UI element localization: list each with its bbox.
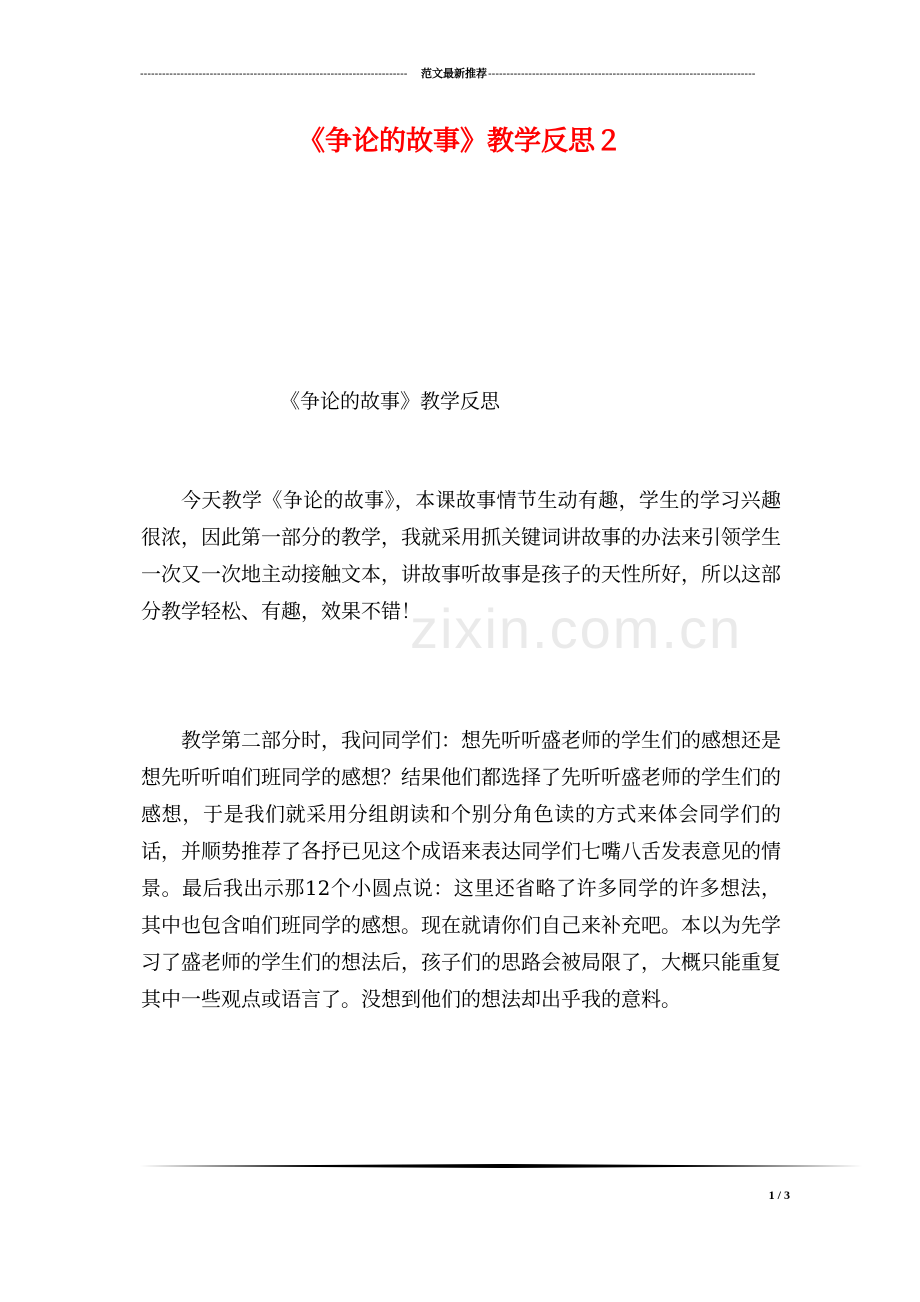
- header-dashes-right: -------------------------------------------------------------------------: [488, 68, 756, 80]
- document-subtitle: 《争论的故事》教学反思: [280, 389, 500, 413]
- watermark-text: zixin.com.cn: [410, 597, 743, 660]
- header-label: 范文最新推荐: [421, 68, 487, 80]
- header-dashes-left: -------------------------------------------------------------------------: [140, 68, 408, 80]
- footer-rule: [140, 1164, 862, 1168]
- header-line: [140, 66, 768, 82]
- page-number: 1 / 3: [768, 1188, 790, 1202]
- paragraph-1: 今天教学《争论的故事》，本课故事情节生动有趣，学生的学习兴趣很浓，因此第一部分的教学，我就采用抓关键词讲故事的办法来引领学生一次又一次地主动接触文本，讲故事听故事是孩子的天性所好，所以这部分教学轻松、有趣，效果不错！: [141, 488, 781, 623]
- paragraph-2: 教学第二部分时，我问同学们：想先听听盛老师的学生们的感想还是想先听听咱们班同学的感想？结果他们都选择了先听听盛老师的学生们的感想，于是我们就采用分组朗读和个别分角色读的方式来体会同学们的话，并顺势推荐了各抒已见这个成语来表达同学们七嘴八舌发表意见的情景。最后我出示那12个小圆点说：这里还省略了许多同学的许多想法，其中也包含咱们班同学的感想。现在就请你们自己来补充吧。本以为先学习了盛老师的学生们的想法后，孩子们的思路会被局限了，大概只能重复其中一些观点或语言了。没想到他们的想法却出乎我的意料。: [141, 728, 781, 1011]
- document-title: 《争论的故事》教学反思２: [298, 126, 622, 157]
